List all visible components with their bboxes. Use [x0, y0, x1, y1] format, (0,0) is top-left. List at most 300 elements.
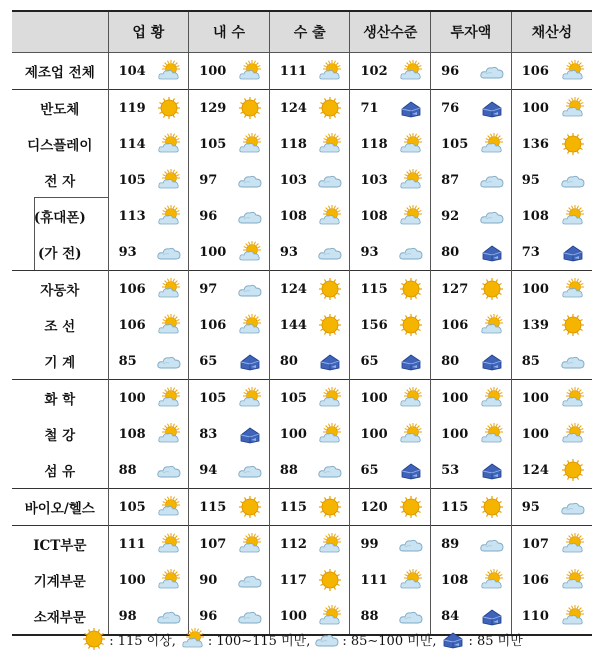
cloud-icon — [479, 60, 505, 82]
index-value: 93 — [279, 244, 298, 260]
index-value: 107 — [521, 536, 549, 552]
value-cell — [269, 198, 350, 234]
value-cell — [189, 343, 270, 380]
value-cell — [350, 234, 431, 271]
value-cell — [108, 343, 189, 380]
cloud-icon — [237, 459, 263, 481]
value-cell — [269, 90, 350, 127]
rain-icon — [479, 350, 505, 372]
index-value: 73 — [521, 244, 540, 260]
index-value: 100 — [441, 390, 469, 406]
value-cell — [108, 162, 189, 198]
value-cell — [431, 489, 512, 526]
value-cell — [431, 162, 512, 198]
value-cell — [511, 198, 592, 234]
value-cell — [269, 562, 350, 598]
table-row — [12, 198, 592, 234]
industry-name: (가 전) — [12, 234, 108, 271]
index-value: 100 — [360, 426, 388, 442]
value-cell — [350, 343, 431, 380]
sun-icon — [560, 133, 586, 155]
index-value: 102 — [360, 63, 388, 79]
index-value: 120 — [360, 499, 388, 515]
industry-name: 자동차 — [12, 271, 108, 308]
cloud-icon — [237, 278, 263, 300]
value-cell — [269, 526, 350, 563]
index-value: 115 — [360, 281, 388, 297]
table-row — [12, 452, 592, 489]
value-cell — [189, 90, 270, 127]
cloud-icon — [398, 241, 424, 263]
industry-name: 전 자 — [44, 174, 76, 190]
value-cell — [431, 126, 512, 162]
index-value: 100 — [279, 426, 307, 442]
index-value: 115 — [441, 499, 469, 515]
value-cell — [511, 90, 592, 127]
legend-label: : 85∼100 미만, — [342, 633, 437, 649]
sun-icon — [398, 496, 424, 518]
industry-outlook-table-area — [12, 10, 592, 649]
index-value: 106 — [521, 63, 549, 79]
rain-icon — [398, 459, 424, 481]
value-cell — [511, 489, 592, 526]
index-value: 100 — [199, 244, 227, 260]
index-value: 76 — [441, 100, 460, 116]
cloud-icon — [479, 169, 505, 191]
rain-icon — [440, 628, 466, 650]
sun-icon — [156, 97, 182, 119]
index-value: 127 — [441, 281, 469, 297]
partly-sunny-icon — [560, 278, 586, 300]
value-cell — [269, 162, 350, 198]
table-row — [12, 162, 592, 198]
index-value: 106 — [441, 317, 469, 333]
value-cell — [350, 198, 431, 234]
cloud-icon — [398, 533, 424, 555]
value-cell — [350, 489, 431, 526]
industry-name: ICT부문 — [12, 526, 108, 563]
index-value: 103 — [279, 172, 307, 188]
rain-icon — [398, 97, 424, 119]
industry-name: 반도체 — [12, 90, 108, 127]
value-cell — [511, 416, 592, 452]
value-cell — [431, 526, 512, 563]
value-cell — [431, 452, 512, 489]
index-value: 100 — [521, 390, 549, 406]
header-investment: 투자액 — [431, 11, 512, 53]
header-industry — [12, 11, 108, 53]
value-cell — [269, 126, 350, 162]
cloud-icon — [314, 628, 340, 650]
legend-label: : 85 미만 — [468, 633, 523, 649]
value-cell — [189, 53, 270, 90]
sun-icon — [398, 314, 424, 336]
value-cell — [511, 380, 592, 417]
index-value: 84 — [441, 608, 460, 624]
index-value: 108 — [118, 426, 146, 442]
partly-sunny-icon — [479, 423, 505, 445]
index-value: 105 — [279, 390, 307, 406]
partly-sunny-icon — [560, 387, 586, 409]
sun-icon — [317, 496, 343, 518]
value-cell — [108, 126, 189, 162]
partly-sunny-icon — [398, 169, 424, 191]
legend-item — [180, 628, 310, 650]
value-cell — [108, 53, 189, 90]
industry-name: 기 계 — [44, 355, 76, 371]
index-value: 83 — [199, 426, 218, 442]
value-cell — [189, 234, 270, 271]
index-value: 100 — [521, 281, 549, 297]
partly-sunny-icon — [479, 314, 505, 336]
index-value: 100 — [279, 608, 307, 624]
partly-sunny-icon — [156, 496, 182, 518]
index-value: 80 — [279, 353, 298, 369]
sun-icon — [479, 278, 505, 300]
sun-icon — [237, 496, 263, 518]
partly-sunny-icon — [398, 387, 424, 409]
rain-icon — [479, 97, 505, 119]
rain-icon — [479, 241, 505, 263]
index-value: 71 — [360, 100, 379, 116]
index-value: 105 — [199, 390, 227, 406]
value-cell — [511, 271, 592, 308]
index-value: 98 — [118, 608, 137, 624]
partly-sunny-icon — [560, 205, 586, 227]
value-cell — [108, 90, 189, 127]
value-cell — [431, 380, 512, 417]
partly-sunny-icon — [156, 569, 182, 591]
index-value: 95 — [521, 499, 540, 515]
cloud-icon — [237, 605, 263, 627]
partly-sunny-icon — [237, 533, 263, 555]
index-value: 112 — [279, 536, 307, 552]
index-value: 100 — [118, 572, 146, 588]
value-cell — [350, 416, 431, 452]
value-cell — [350, 126, 431, 162]
table-row — [12, 562, 592, 598]
partly-sunny-icon — [237, 314, 263, 336]
partly-sunny-icon — [156, 60, 182, 82]
partly-sunny-icon — [237, 241, 263, 263]
value-cell — [350, 452, 431, 489]
cloud-icon — [156, 605, 182, 627]
partly-sunny-icon — [156, 387, 182, 409]
industry-name: (휴대폰) — [12, 198, 108, 234]
header-export: 수 출 — [269, 11, 350, 53]
index-value: 88 — [360, 608, 379, 624]
cloud-icon — [156, 350, 182, 372]
table-row — [12, 307, 592, 343]
index-value: 111 — [360, 572, 388, 588]
index-value: 105 — [199, 136, 227, 152]
partly-sunny-icon — [479, 133, 505, 155]
index-value: 108 — [521, 208, 549, 224]
value-cell — [269, 380, 350, 417]
index-value: 108 — [279, 208, 307, 224]
header-profitability: 채산성 — [511, 11, 592, 53]
legend — [12, 628, 592, 654]
partly-sunny-icon — [398, 569, 424, 591]
index-value: 97 — [199, 172, 218, 188]
value-cell — [511, 526, 592, 563]
value-cell — [269, 234, 350, 271]
cloud-icon — [398, 605, 424, 627]
table-body — [12, 53, 592, 636]
table-row — [12, 271, 592, 308]
index-value: 105 — [118, 172, 146, 188]
value-cell — [350, 380, 431, 417]
partly-sunny-icon — [237, 387, 263, 409]
partly-sunny-icon — [156, 423, 182, 445]
value-cell — [189, 198, 270, 234]
partly-sunny-icon — [237, 133, 263, 155]
partly-sunny-icon — [237, 60, 263, 82]
index-value: 92 — [441, 208, 460, 224]
value-cell — [431, 90, 512, 127]
partly-sunny-icon — [317, 605, 343, 627]
cloud-icon — [317, 241, 343, 263]
cloud-icon — [479, 205, 505, 227]
legend-label: : 100∼115 미만, — [207, 633, 311, 649]
industry-name: 기계부문 — [33, 574, 86, 590]
index-value: 119 — [118, 100, 146, 116]
sun-icon — [560, 314, 586, 336]
value-cell — [108, 562, 189, 598]
industry-name: 바이오/헬스 — [12, 489, 108, 526]
value-cell — [108, 198, 189, 234]
index-value: 88 — [279, 462, 298, 478]
value-cell — [350, 162, 431, 198]
value-cell — [350, 271, 431, 308]
index-value: 88 — [118, 462, 137, 478]
sun-icon — [81, 628, 107, 650]
table-row — [12, 343, 592, 380]
rain-icon — [237, 423, 263, 445]
value-cell — [189, 271, 270, 308]
rain-icon — [479, 605, 505, 627]
index-value: 85 — [118, 353, 137, 369]
partly-sunny-icon — [156, 169, 182, 191]
index-value: 107 — [199, 536, 227, 552]
industry-name: 화 학 — [12, 380, 108, 417]
index-value: 115 — [199, 499, 227, 515]
sun-icon — [560, 459, 586, 481]
partly-sunny-icon — [560, 423, 586, 445]
partly-sunny-icon — [317, 387, 343, 409]
index-value: 97 — [199, 281, 218, 297]
partly-sunny-icon — [156, 533, 182, 555]
value-cell — [350, 562, 431, 598]
value-cell — [431, 271, 512, 308]
value-cell — [108, 271, 189, 308]
value-cell — [431, 198, 512, 234]
table-row — [12, 416, 592, 452]
rain-icon — [479, 459, 505, 481]
value-cell — [350, 90, 431, 127]
partly-sunny-icon — [560, 97, 586, 119]
index-value: 100 — [199, 63, 227, 79]
value-cell — [431, 562, 512, 598]
index-value: 93 — [360, 244, 379, 260]
partly-sunny-icon — [398, 423, 424, 445]
industry-name: 철 강 — [44, 428, 76, 444]
value-cell — [108, 380, 189, 417]
partly-sunny-icon — [560, 533, 586, 555]
partly-sunny-icon — [317, 533, 343, 555]
value-cell — [108, 234, 189, 271]
cloud-icon — [156, 241, 182, 263]
value-cell — [511, 343, 592, 380]
cloud-icon — [479, 533, 505, 555]
index-value: 100 — [521, 426, 549, 442]
index-value: 124 — [521, 462, 549, 478]
index-value: 65 — [199, 353, 218, 369]
value-cell — [269, 271, 350, 308]
value-cell — [511, 562, 592, 598]
cloud-icon — [317, 169, 343, 191]
partly-sunny-icon — [317, 205, 343, 227]
index-value: 100 — [118, 390, 146, 406]
cloud-icon — [317, 459, 343, 481]
cloud-icon — [237, 569, 263, 591]
index-value: 110 — [521, 608, 549, 624]
index-value: 115 — [279, 499, 307, 515]
value-cell — [511, 452, 592, 489]
value-cell — [108, 416, 189, 452]
sun-icon — [237, 97, 263, 119]
index-value: 136 — [521, 136, 549, 152]
index-value: 104 — [118, 63, 146, 79]
value-cell — [431, 343, 512, 380]
industry-name: 제조업 전체 — [24, 65, 95, 81]
value-cell — [189, 489, 270, 526]
index-value: 94 — [199, 462, 218, 478]
index-value: 114 — [118, 136, 146, 152]
cloud-icon — [156, 459, 182, 481]
index-value: 124 — [279, 281, 307, 297]
partly-sunny-icon — [317, 60, 343, 82]
index-value: 156 — [360, 317, 388, 333]
index-value: 118 — [279, 136, 307, 152]
partly-sunny-icon — [317, 423, 343, 445]
rain-icon — [398, 350, 424, 372]
index-value: 103 — [360, 172, 388, 188]
index-value: 105 — [441, 136, 469, 152]
index-value: 117 — [279, 572, 307, 588]
partly-sunny-icon — [560, 569, 586, 591]
cloud-icon — [560, 169, 586, 191]
index-value: 89 — [441, 536, 460, 552]
value-cell — [511, 307, 592, 343]
industry-name: 디스플레이 — [27, 138, 93, 154]
industry-name: 조 선 — [44, 319, 76, 335]
index-value: 111 — [118, 536, 146, 552]
table-row — [12, 126, 592, 162]
sun-icon — [317, 278, 343, 300]
table-row — [12, 234, 592, 271]
index-value: 65 — [360, 462, 379, 478]
partly-sunny-icon — [156, 278, 182, 300]
index-value: 99 — [360, 536, 379, 552]
value-cell — [189, 162, 270, 198]
value-cell — [511, 126, 592, 162]
index-value: 105 — [118, 499, 146, 515]
index-value: 108 — [441, 572, 469, 588]
index-value: 139 — [521, 317, 549, 333]
cloud-icon — [560, 350, 586, 372]
index-value: 90 — [199, 572, 218, 588]
index-value: 108 — [360, 208, 388, 224]
value-cell — [350, 307, 431, 343]
value-cell — [269, 416, 350, 452]
sun-icon — [479, 496, 505, 518]
index-value: 100 — [441, 426, 469, 442]
cloud-icon — [237, 169, 263, 191]
sun-icon — [398, 278, 424, 300]
partly-sunny-icon — [156, 314, 182, 336]
partly-sunny-icon — [560, 605, 586, 627]
rain-icon — [317, 350, 343, 372]
value-cell — [189, 307, 270, 343]
partly-sunny-icon — [479, 569, 505, 591]
value-cell — [108, 452, 189, 489]
partly-sunny-icon — [398, 133, 424, 155]
index-value: 80 — [441, 353, 460, 369]
outlook-table — [12, 10, 592, 636]
partly-sunny-icon — [156, 205, 182, 227]
header-domestic-demand: 내 수 — [189, 11, 270, 53]
partly-sunny-icon — [398, 60, 424, 82]
index-value: 96 — [199, 208, 218, 224]
value-cell — [108, 489, 189, 526]
value-cell — [350, 526, 431, 563]
industry-name: 섬 유 — [44, 464, 76, 480]
index-value: 87 — [441, 172, 460, 188]
sun-icon — [317, 314, 343, 336]
header-production-level: 생산수준 — [350, 11, 431, 53]
value-cell — [431, 53, 512, 90]
value-cell — [269, 489, 350, 526]
partly-sunny-icon — [156, 133, 182, 155]
index-value: 96 — [441, 63, 460, 79]
table-row — [12, 53, 592, 90]
index-value: 106 — [199, 317, 227, 333]
value-cell — [189, 380, 270, 417]
header-business-condition: 업 황 — [108, 11, 189, 53]
index-value: 95 — [521, 172, 540, 188]
value-cell — [431, 416, 512, 452]
cloud-icon — [237, 205, 263, 227]
value-cell — [511, 234, 592, 271]
index-value: 53 — [441, 462, 460, 478]
table-row — [12, 380, 592, 417]
index-value: 65 — [360, 353, 379, 369]
value-cell — [189, 526, 270, 563]
index-value: 129 — [199, 100, 227, 116]
legend-item — [440, 628, 522, 650]
index-value: 106 — [118, 317, 146, 333]
index-value: 100 — [521, 100, 549, 116]
value-cell — [189, 126, 270, 162]
value-cell — [431, 234, 512, 271]
partly-sunny-icon — [317, 133, 343, 155]
rain-icon — [560, 241, 586, 263]
index-value: 113 — [118, 208, 146, 224]
partly-sunny-icon — [398, 205, 424, 227]
partly-sunny-icon — [560, 60, 586, 82]
value-cell — [269, 343, 350, 380]
